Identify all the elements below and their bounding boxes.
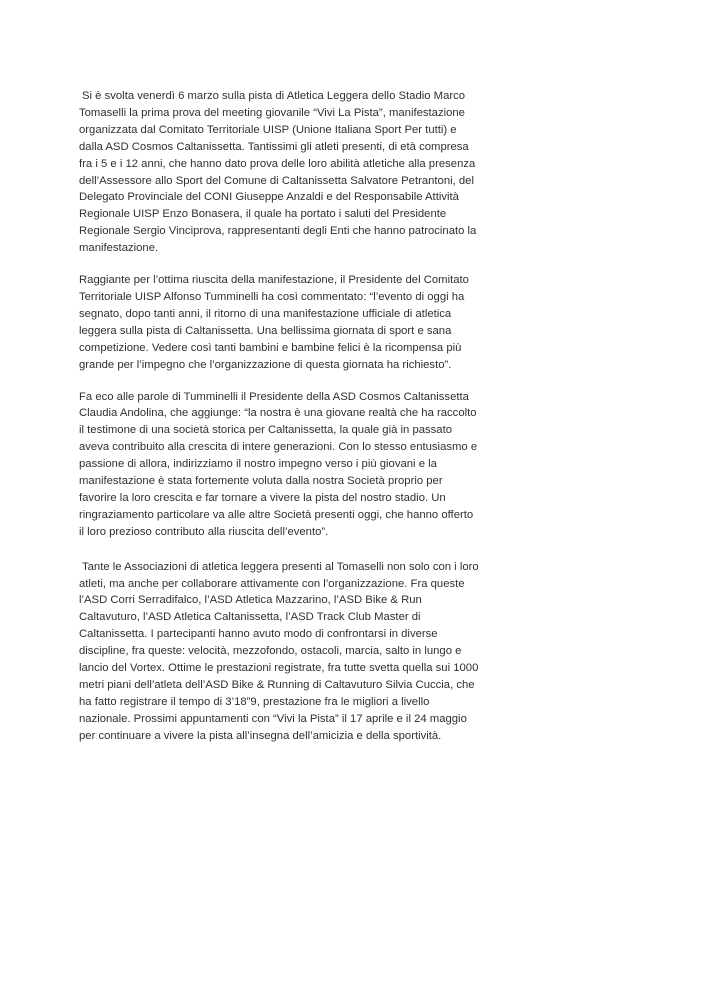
- article-body: [79, 88, 479, 760]
- article-paragraph-4: Tante le Associazioni di atletica leggera presenti al Tomaselli non solo con i loro atleti, ma anche per collaborare attivamente con l’organizzazione. Fra queste l’ASD Corri Serradifalco, l’ASD Atletica Mazzarino, l’ASD Bike & Run Caltavuturo, l’ASD Atletica Caltanissetta, l’ASD Track Club Master di Caltanissetta. I partecipanti hanno avuto modo di confrontarsi in diverse discipline, fra queste: velocità, mezzofondo, ostacoli, marcia, salto in lungo e lancio del Vortex. Ottime le prestazioni registrate, fra tutte svetta quella sui 1000 metri piani dell’atleta dell’ASD Bike & Running di Caltavuturo Silvia Cuccia, che ha fatto registrare il tempo di 3’18”9, prestazione fra le migliori a livello nazionale. Prossimi appuntamenti con “Vivi la Pista” il 17 aprile e il 24 maggio per continuare a vivere la pista all’insegna dell’amicizia e della sportività.: [79, 560, 479, 742]
- article-paragraph-3: Fa eco alle parole di Tumminelli il Presidente della ASD Cosmos Caltanissetta Claudia Andolina, che aggiunge: “la nostra è una giovane realtà che ha raccolto il testimone di una società storica per Caltanissetta, la quale già in passato aveva contribuito alla crescita di intere generazioni. Con lo stesso entusiasmo e passione di allora, indirizziamo il nostro impegno verso i più giovani e la manifestazione è stata fortemente voluta dalla nostra Società proprio per favorire la loro crescita e far tornare a vivere la pista del nostro stadio. Un ringraziamento particolare va alle altre Società presenti oggi, che hanno offerto il loro prezioso contributo alla riuscita dell’evento”.: [79, 390, 478, 538]
- article-paragraph-2: Raggiante per l’ottima riuscita della manifestazione, il Presidente del Comitato Territoriale UISP Alfonso Tumminelli ha così commentato: “l’evento di oggi ha segnato, dopo tanti anni, il ritorno di una manifestazione ufficiale di atletica leggera sulla pista di Caltanissetta. Una bellissima giornata di sport e sana competizione. Vedere così tanti bambini e bambine felici è la ricompensa più grande per l’impegno che l’organizzazione di questa giornata ha richiesto”.: [79, 274, 469, 371]
- article-paragraph-1: Si è svolta venerdì 6 marzo sulla pista di Atletica Leggera dello Stadio Marco Tomaselli la prima prova del meeting giovanile “Vivi La Pista”, manifestazione organizzata dal Comitato Territoriale UISP (Unione Italiana Sport Per tutti) e dalla ASD Cosmos Caltanissetta. Tantissimi gli atleti presenti, di età compresa fra i 5 e i 12 anni, che hanno dato prova delle loro abilità atletiche alla presenza dell’Assessore allo Sport del Comune di Caltanissetta Salvatore Petrantoni, del Delegato Provinciale del CONI Giuseppe Anzaldi e del Responsabile Attività Regionale UISP Enzo Bonasera, il quale ha portato i saluti del Presidente Regionale Sergio Vinciprova, rappresentanti degli Enti che hanno patrocinato la manifestazione.: [79, 90, 477, 255]
